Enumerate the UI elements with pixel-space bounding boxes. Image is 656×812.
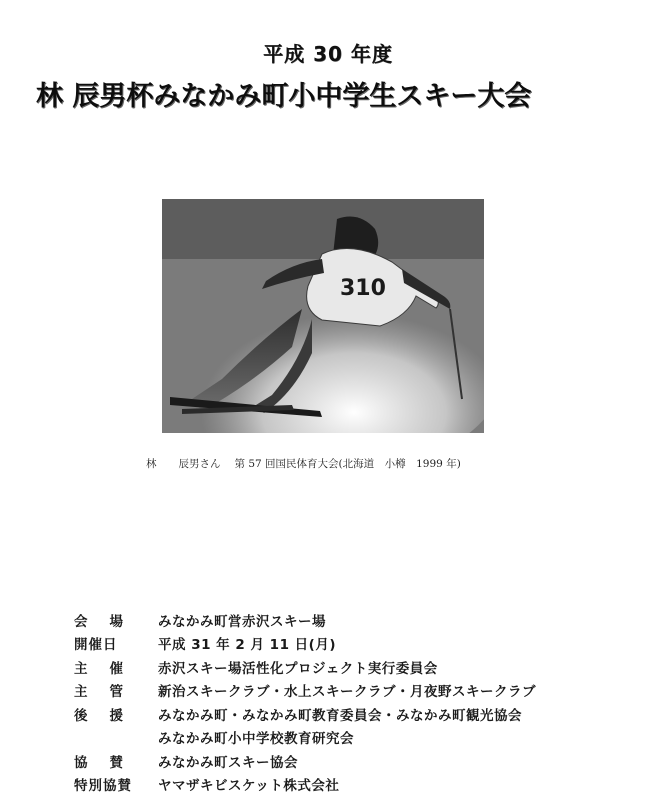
date-value: 平成 31 年 2 月 11 日(月) xyxy=(158,637,337,654)
venue-label: 会 場 xyxy=(74,613,124,630)
cosponsor-value: みなかみ町スキー協会 xyxy=(158,754,298,771)
host-label: 主 管 xyxy=(74,684,124,701)
organizer-value: 赤沢スキー場活性化プロジェクト実行委員会 xyxy=(158,660,438,677)
support-value-2: みなかみ町小中学校教育研究会 xyxy=(158,731,354,748)
date-row xyxy=(74,632,536,656)
event-info xyxy=(74,608,536,796)
venue-value: みなかみ町営赤沢スキー場 xyxy=(158,613,326,630)
venue-row xyxy=(74,608,536,632)
event-title: 林 辰男杯みなかみ町小中学生スキー大会 xyxy=(36,81,532,112)
year-heading: 平成 30 年度 xyxy=(263,42,393,66)
organizer-label: 主 催 xyxy=(74,660,124,677)
support-value-1: みなかみ町・みなかみ町教育委員会・みなかみ町観光協会 xyxy=(158,707,522,724)
date-label: 開催日 xyxy=(74,637,118,654)
photo-caption xyxy=(146,456,461,471)
host-value: 新治スキークラブ・水上スキークラブ・月夜野スキークラブ xyxy=(158,684,536,701)
host-row xyxy=(74,679,536,703)
special-sponsor-label: 特別協賛 xyxy=(74,778,132,795)
caption-event: 第 57 回国民体育大会(北海道 小樽 1999 年) xyxy=(234,458,461,470)
support-label: 後 援 xyxy=(74,707,124,724)
special-sponsor-value: ヤマザキビスケット株式会社 xyxy=(158,778,340,795)
bib-number: 310 xyxy=(340,276,386,301)
skier-illustration xyxy=(162,199,484,433)
organizer-row xyxy=(74,655,536,679)
cosponsor-label: 協 賛 xyxy=(74,754,124,771)
cosponsor-row xyxy=(74,749,536,773)
caption-given-name: 辰男さん xyxy=(178,458,221,470)
caption-surname: 林 xyxy=(146,458,157,470)
special-sponsor-row xyxy=(74,773,536,797)
support-row-2 xyxy=(74,726,536,750)
skier-photo xyxy=(162,199,484,433)
support-row xyxy=(74,702,536,726)
